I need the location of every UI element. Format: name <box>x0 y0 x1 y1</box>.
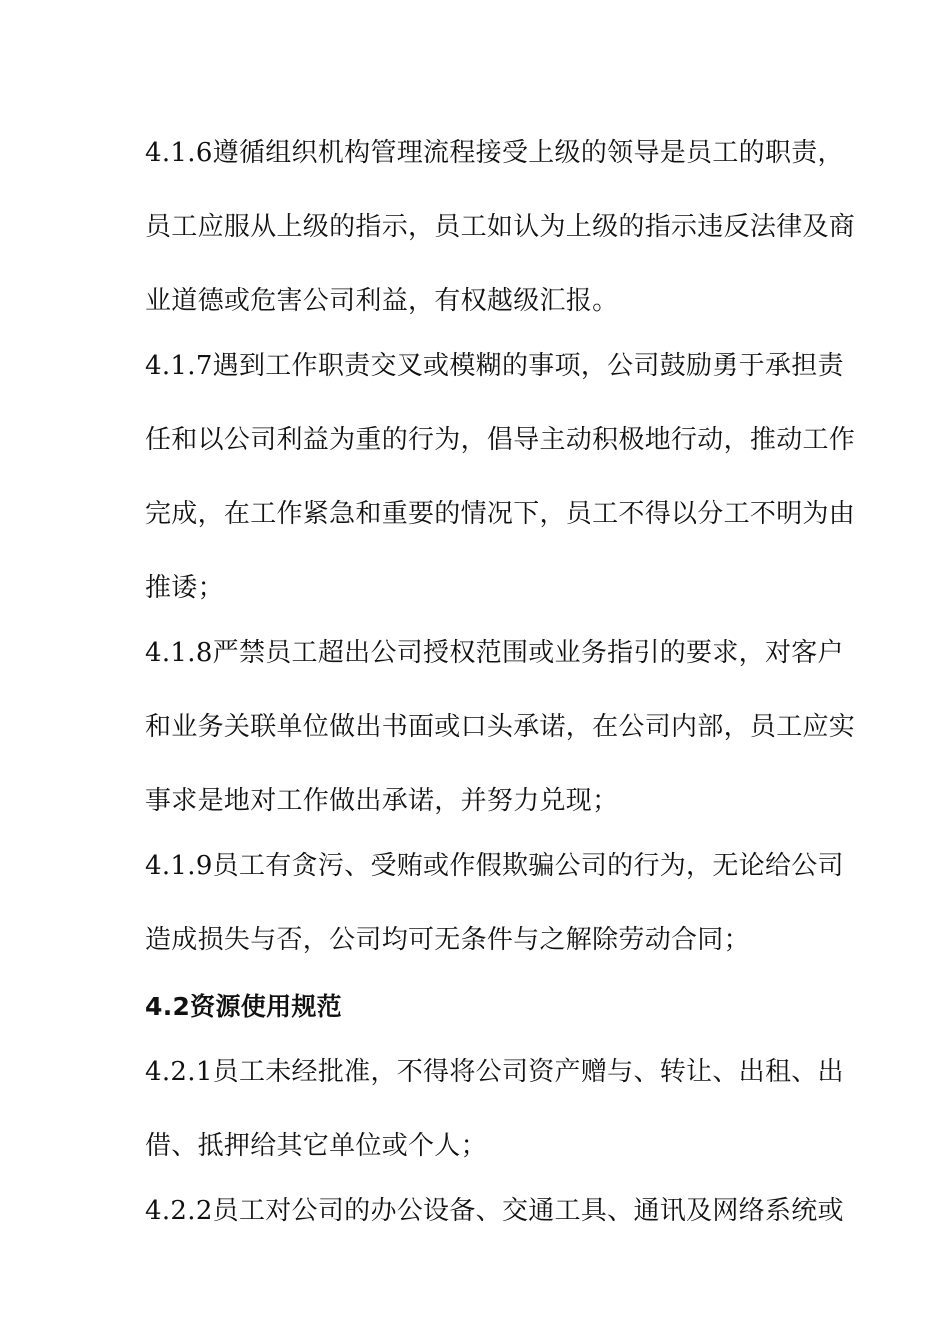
text-line: 和业务关联单位做出书面或口头承诺，在公司内部，员工应实 <box>145 712 856 742</box>
text-line: 4.1.6遵循组织机构管理流程接受上级的领导是员工的职责， <box>145 138 844 168</box>
text-line: 4.1.9员工有贪污、受贿或作假欺骗公司的行为，无论给公司 <box>145 851 844 881</box>
text-line: 事求是地对工作做出承诺，并努力兑现； <box>145 786 619 816</box>
text-line: 4.1.8严禁员工超出公司授权范围或业务指引的要求，对客户 <box>145 638 844 668</box>
text-line: 完成，在工作紧急和重要的情况下，员工不得以分工不明为由 <box>145 499 856 529</box>
text-line: 推诿； <box>145 573 224 603</box>
text-line: 4.2.2员工对公司的办公设备、交通工具、通讯及网络系统或 <box>145 1196 844 1226</box>
text-line: 借、抵押给其它单位或个人； <box>145 1131 487 1161</box>
text-line: 业道德或危害公司利益，有权越级汇报。 <box>145 286 619 316</box>
text-line: 4.1.7遇到工作职责交叉或模糊的事项，公司鼓励勇于承担责 <box>145 351 844 381</box>
text-line: 任和以公司利益为重的行为，倡导主动积极地行动，推动工作 <box>145 425 856 455</box>
text-line: 员工应服从上级的指示，员工如认为上级的指示违反法律及商 <box>145 212 856 242</box>
text-line: 4.2.1员工未经批准，不得将公司资产赠与、转让、出租、出 <box>145 1057 844 1087</box>
text-line: 造成损失与否，公司均可无条件与之解除劳动合同； <box>145 925 750 955</box>
section-heading: 4.2资源使用规范 <box>145 992 342 1021</box>
